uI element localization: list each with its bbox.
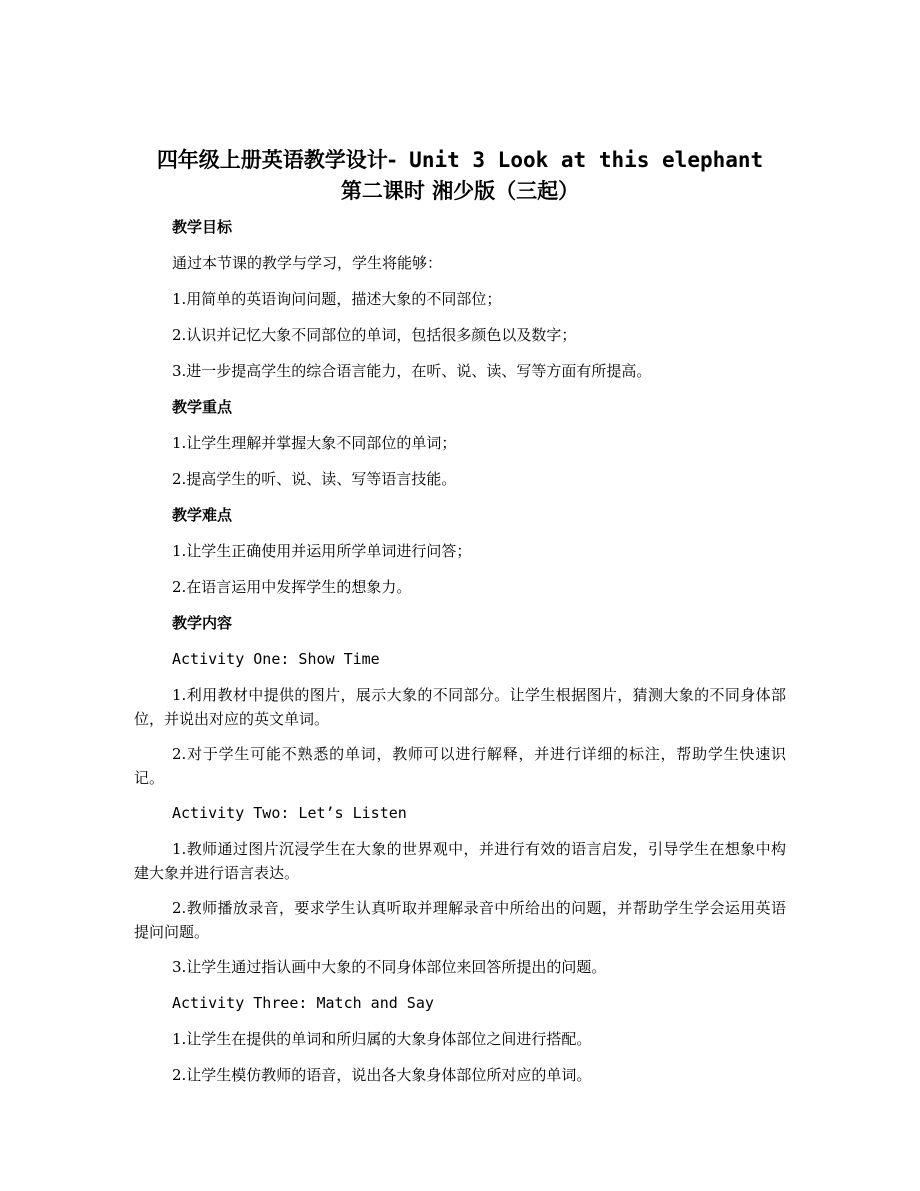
objectives-intro: 通过本节课的教学与学习，学生将能够： — [172, 254, 443, 272]
difficulty-item: 1.让学生正确使用并运用所学单词进行问答； — [172, 542, 472, 560]
activity-two-item: 3.让学生通过指认画中大象的不同身体部位来回答所提出的问题。 — [172, 958, 607, 976]
objective-item: 2.认识并记忆大象不同部位的单词，包括很多颜色以及数字； — [172, 326, 577, 344]
activity-one-item: 2.对于学生可能不熟悉的单词，教师可以进行解释，并进行详细的标注，帮助学生快速识记。 — [134, 745, 786, 787]
key-point-item: 2.提高学生的听、说、读、写等语言技能。 — [172, 470, 457, 488]
title-english: Unit 3 Look at this elephant — [396, 148, 764, 172]
key-point-item: 1.让学生理解并掌握大象不同部位的单词； — [172, 434, 457, 452]
section-heading-objectives: 教学目标 — [172, 218, 233, 236]
activity-two-item: 2.教师播放录音，要求学生认真听取并理解录音中所给出的问题，并帮助学生学会运用英语提问问题。 — [134, 899, 786, 941]
objective-item: 1.用简单的英语询问问题，描述大象的不同部位； — [172, 290, 502, 308]
document-title-line-2: 第二课时 湘少版（三起） — [340, 178, 580, 203]
activity-three-item: 2.让学生模仿教师的语音，说出各大象身体部位所对应的单词。 — [172, 1066, 592, 1084]
section-heading-difficulties: 教学难点 — [172, 506, 233, 524]
document-title-line-1 — [0, 145, 920, 175]
section-heading-key-points: 教学重点 — [172, 398, 233, 416]
difficulty-item: 2.在语言运用中发挥学生的想象力。 — [172, 578, 412, 596]
activity-two-item: 1.教师通过图片沉浸学生在大象的世界观中，并进行有效的语言启发，引导学生在想象中构建大象并进行语言表达。 — [134, 840, 786, 882]
title-chinese: 四年级上册英语教学设计- — [156, 147, 397, 172]
section-heading-content: 教学内容 — [172, 614, 233, 632]
activity-three-title: Activity Three: Match and Say — [172, 994, 434, 1012]
objective-item: 3.进一步提高学生的综合语言能力，在听、说、读、写等方面有所提高。 — [172, 362, 652, 380]
activity-three-item: 1.让学生在提供的单词和所归属的大象身体部位之间进行搭配。 — [172, 1030, 592, 1048]
activity-two-title: Activity Two: Let’s Listen — [172, 804, 407, 822]
activity-one-title: Activity One: Show Time — [172, 650, 380, 668]
document-body — [134, 215, 786, 1099]
activity-one-item: 1.利用教材中提供的图片，展示大象的不同部分。让学生根据图片，猜测大象的不同身体部位，并说出对应的英文单词。 — [134, 686, 786, 728]
